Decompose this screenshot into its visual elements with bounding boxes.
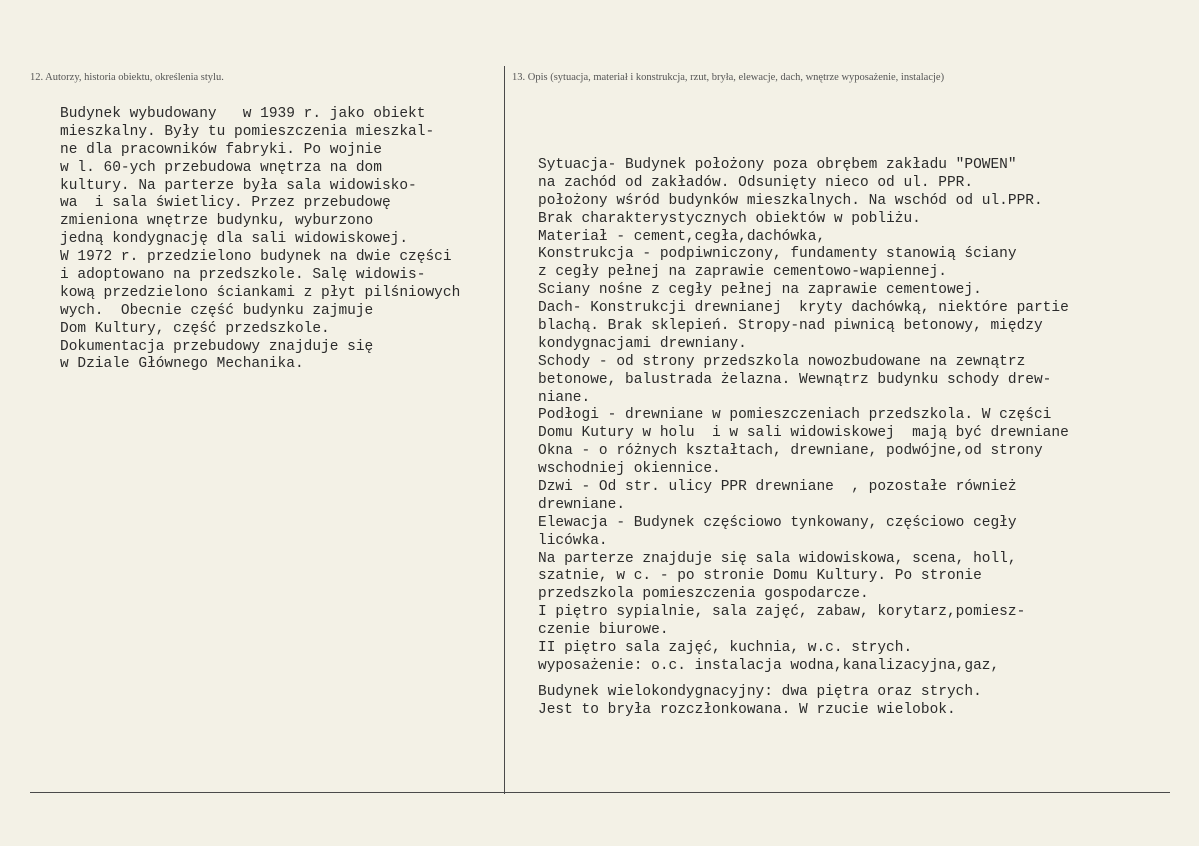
text-line: niane. (538, 389, 591, 406)
text-line: Podłogi - drewniane w pomieszczeniach przedszkola. W części (538, 407, 1052, 424)
text-line: W 1972 r. przedzielono budynek na dwie części (60, 249, 452, 266)
text-line: wschodniej okiennice. (538, 461, 721, 478)
text-line: Brak charakterystycznych obiektów w pobliżu. (538, 210, 921, 227)
text-line: Dom Kultury, część przedszkole. (60, 320, 330, 337)
section-12-header: 12. Autorzy, historia obiektu, określenia stylu. (30, 72, 224, 83)
text-line: kową przedzielono ściankami z płyt pilśniowych (60, 284, 461, 301)
text-line: Sytuacja- Budynek położony poza obrębem zakładu "POWEN" (538, 157, 1017, 173)
text-line: wych. Obecnie część budynku zajmuje (60, 302, 374, 319)
text-line: w l. 60-ych przebudowa wnętrza na dom (60, 159, 382, 176)
text-line: Jest to bryła rozczłonkowana. W rzucie wielobok. (538, 701, 956, 718)
text-line: betonowe, balustrada żelazna. Wewnątrz budynku schody drew- (538, 371, 1052, 388)
text-line: Dach- Konstrukcji drewnianej kryty dachówką, niektóre partie (538, 300, 1069, 317)
text-line: Konstrukcja - podpiwniczony, fundamenty stanowią ściany (538, 246, 1017, 263)
text-line: mieszkalny. Były tu pomieszczenia mieszkal- (60, 123, 435, 140)
section-13-header: 13. Opis (sytuacja, materiał i konstrukcja, rzut, bryła, elewacje, dach, wnętrze wyposażenie, instalacje) (512, 72, 945, 83)
text-line: szatnie, w c. - po stronie Domu Kultury. Po stronie (538, 568, 982, 585)
text-line: Okna - o różnych kształtach, drewniane, podwójne,od strony (538, 443, 1043, 460)
text-line: Materiał - cement,cegła,dachówka, (538, 228, 826, 245)
text-line: w Dziale Głównego Mechanika. (60, 356, 304, 373)
text-line: licówka. (538, 532, 608, 549)
text-line: czenie biurowe. (538, 622, 669, 639)
text-line: ne dla pracowników fabryki. Po wojnie (60, 141, 382, 158)
text-line: na zachód od zakładów. Odsunięty nieco od ul. PPR. (538, 174, 974, 191)
text-line: Budynek wybudowany w 1939 r. jako obiekt (60, 106, 426, 122)
text-line: Dzwi - Od str. ulicy PPR drewniane , pozostałe również (538, 479, 1017, 496)
text-line: z cegły pełnej na zaprawie cementowo-wapiennej. (538, 264, 947, 281)
text-line: wyposażenie: o.c. instalacja wodna,kanalizacyjna,gaz, (538, 657, 1000, 674)
text-line: Domu Kutury w holu i w sali widowiskowej mają być drewniane (538, 425, 1069, 442)
text-line: zmieniona wnętrze budynku, wyburzono (60, 213, 374, 230)
paragraph-gap (538, 676, 1069, 684)
text-line: Budynek wielokondygnacyjny: dwa piętra oraz strych. (538, 683, 982, 700)
text-line: Elewacja - Budynek częściowo tynkowany, częściowo cegły (538, 514, 1017, 531)
text-line: wa i sala świetlicy. Przez przebudowę (60, 195, 391, 212)
text-line: i adoptowano na przedszkole. Salę widowis- (60, 267, 426, 284)
text-line: Na parterze znajduje się sala widowiskowa, scena, holl, (538, 550, 1017, 567)
text-line: jedną kondygnację dla sali widowiskowej. (60, 231, 409, 248)
text-line: przedszkola pomieszczenia gospodarcze. (538, 586, 869, 603)
text-line: I piętro sypialnie, sala zajęć, zabaw, korytarz,pomiesz- (538, 604, 1026, 621)
description-text (538, 157, 1069, 720)
text-line: kondygnacjami drewniany. (538, 335, 747, 352)
text-line: Dokumentacja przebudowy znajduje się (60, 338, 374, 355)
text-line: II piętro sala zajęć, kuchnia, w.c. strych. (538, 640, 913, 657)
column-divider (504, 66, 505, 794)
history-text (60, 106, 460, 374)
text-line: kultury. Na parterze była sala widowisko- (60, 177, 417, 194)
bottom-rule (30, 792, 1170, 793)
text-line: Sciany nośne z cegły pełnej na zaprawie cementowej. (538, 282, 982, 299)
text-line: Schody - od strony przedszkola nowozbudowane na zewnątrz (538, 353, 1026, 370)
text-line: położony wśród budynków mieszkalnych. Na wschód od ul.PPR. (538, 192, 1043, 209)
text-line: blachą. Brak sklepień. Stropy-nad piwnicą betonowy, między (538, 318, 1043, 335)
text-line: drewniane. (538, 496, 626, 513)
